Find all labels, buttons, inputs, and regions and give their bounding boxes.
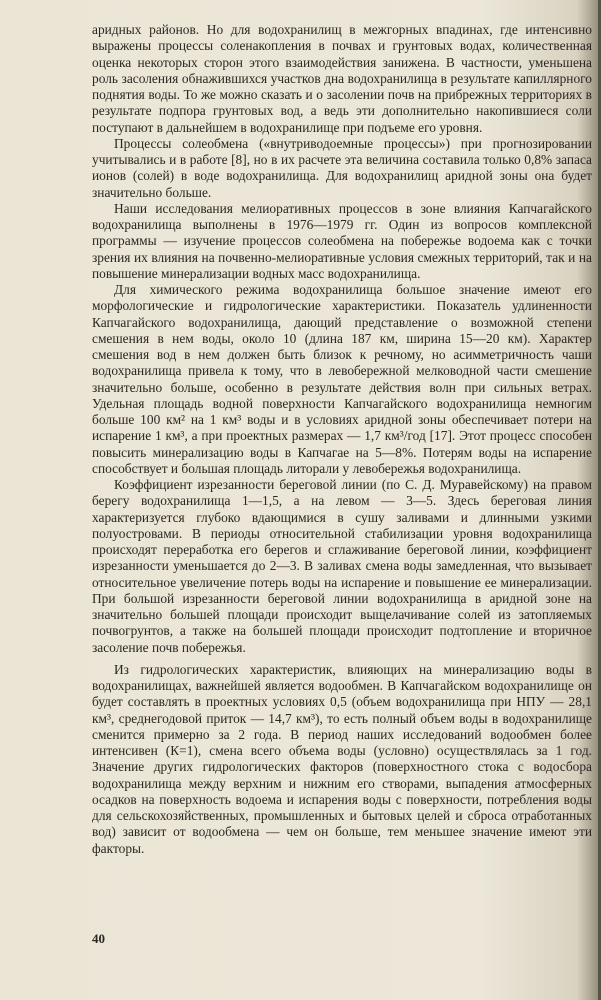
text-column	[92, 22, 592, 857]
paragraph-2: Процессы солеобмена («внутриводоемные процессы») при прогнозировании учитывались и в работе [8], но в их расчете эта величина составила только 0,8% запаса ионов (солей) в воде водохранилища. Для водохранилищ аридной зоны она будет значительно больше.	[92, 135, 592, 200]
paragraph-1: аридных районов. Но для водохранилищ в межгорных впадинах, где интенсивно выражены процессы соленакопления в почвах и грунтовых водах, количественная оценка некоторых сторон этого взаимодействия занижена. В частности, уменьшена роль засоления обнажившихся участков дна водохранилища в результате капиллярного поднятия воды. То же можно сказать и о засолении почв на прибрежных территориях в результате подпора грунтовых вод, а ведь эти дополнительно накопившиеся соли поступают в дальнейшем в водохранилище при подъеме его уровня.	[92, 22, 592, 135]
paragraph-6: Из гидрологических характеристик, влияющих на минерализацию воды в водохранилищах, важнейшей является водообмен. В Капчагайском водохранилище он будет составлять в проектных условиях 0,5 (объем водохранилища при НПУ — 28,1 км³, среднегодовой приток — 14,7 км³), то есть полный объем воды в водохранилище сменится примерно за 2 года. В период наших исследований водообмен более интенсивен (К=1), смена всего объема воды (условно) осуществлялась за 1 год. Значение других гидрологических факторов (поверхностного стока с водосбора водохранилища между верхним и нижним его створами, выпадения атмосферных осадков на поверхность водоема и испарения воды с поверхности, потребления воды для сельскохозяйственных, промышленных и бытовых целей и сброса отработанных вод) зависит от водообмена — чем он больше, тем меньшее значение имеют эти факторы.	[92, 661, 592, 856]
paragraph-4: Для химического режима водохранилища большое значение имеют его морфологические и гидрологические характеристики. Показатель удлиненности Капчагайского водохранилища, дающий представление о возможной степени смешения в нем воды, около 10 (длина 187 км, ширина 15—20 км). Характер смешения вод в нем должен быть близок к речному, но асимметричность чаши водохранилища привела к тому, что в левобережной мелководной части смешение значительно больше, особенно в результате действия волн при сильных ветрах. Удельная площадь водной поверхности Капчагайского водохранилища немногим больше 100 км² на 1 км³ воды и в условиях аридной зоны обеспечивает потери на испарение 1 км³, а при проектных размерах — 1,7 км³/год [17]. Этот процесс способен повысить минерализацию воды в Капчагае на 5—8%. Потерям воды на испарение способствует и большая площадь литорали у левобережья водохранилища.	[92, 282, 592, 476]
paragraph-5: Коэффициент изрезанности береговой линии (по С. Д. Муравейскому) на правом берегу водохранилища 1—1,5, а на левом — 3—5. Здесь береговая линия характеризуется глубоко вдающимися в сушу заливами и длинными узкими полуостровами. В периоды относительной стабилизации уровня водохранилища происходят переработка его берегов и сглаживание береговой линии, коэффициент изрезанности уменьшается до 2—3. В заливах смена воды замедленная, что вызывает относительное увеличение потерь воды на испарение и повышение ее минерализации. При большой изрезанности береговой линии водохранилища в аридной зоне на значительно большей площади происходит выщелачивание солей из затопляемых почвогрунтов, а также на большей площади происходит подтопление и вторичное засоление почв побережья.	[92, 477, 592, 655]
page-number: 40	[92, 931, 105, 946]
paragraph-3: Наши исследования мелиоративных процессов в зоне влияния Капчагайского водохранилища выполнены в 1976—1979 гг. Один из вопросов комплексной программы — изучение процессов солеобмена на побережье водоема как с точки зрения их влияния на почвенно-мелиоративные условия смежных территорий, так и на повышение минерализации водных масс водохранилища.	[92, 200, 592, 281]
